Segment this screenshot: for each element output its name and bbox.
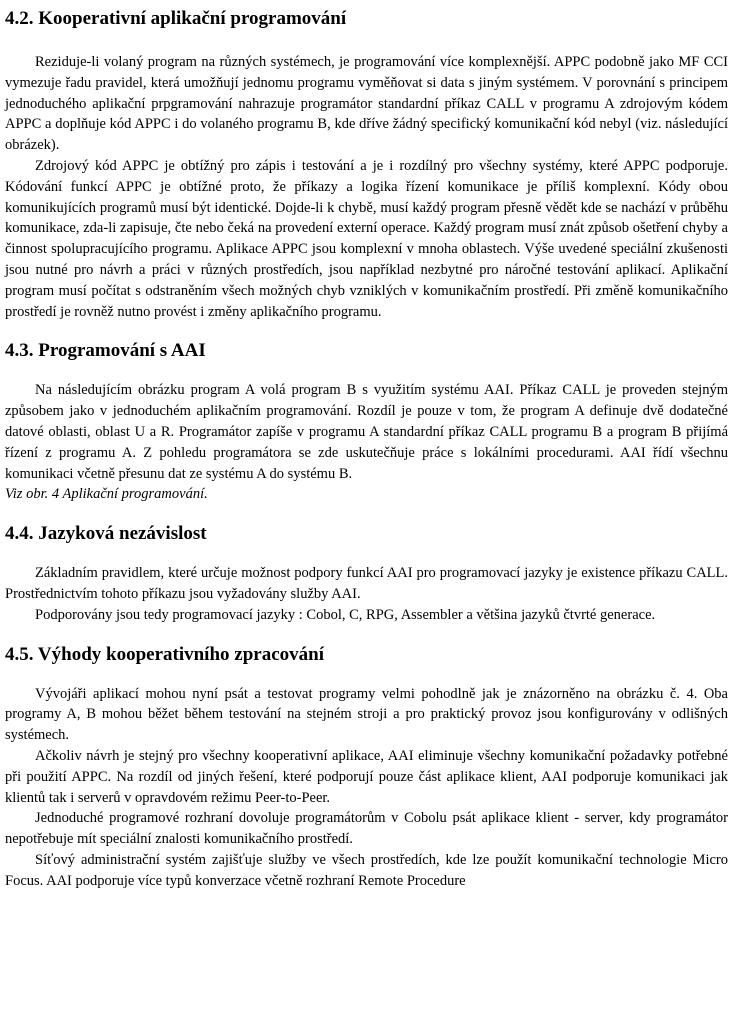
section-heading-4-3: 4.3. Programování s AAI [5,340,206,362]
figure-reference: Viz obr. 4 Aplikační programování. [5,486,208,503]
paragraph: Síťový administrační systém zajišťuje služby ve všech prostředích, kde lze použít komunikační technologie Micro Focus. AAI podporuje více typů konverzace včetně rozhraní Remote Procedure [5,851,728,889]
paragraph: Zdrojový kód APPC je obtížný pro zápis i testování a je i rozdílný pro všechny systémy, které APPC podporuje. Kódování funkcí APPC je obtížné proto, že příkazy a logika řízení komunikace je příliš komplexní. Kódy obou komunikujících programů musí být identické. Dojde-li k chybě, musí každý program přesně vědět kde se nachází v průběhu komunikace, zda-li zapisuje, čte nebo čeká na provedení externí operace. Každý program musí znát způsob ošetření chyby a činnost spolupracujícího programu. Aplikace APPC jsou komplexní v mnoha oblastech. Výše uvedené speciální zkušenosti jsou nutné pro návrh a práci v různých prostředích, jsou například nezbytné pro náročné testování aplikací. Aplikační program musí počítat s odstraněním všech možných chyb vzniklých v komunikačním prostředí. Při změně komunikačního prostředí je rovněž nutno provést i změny aplikačního programu. [5,157,728,320]
paragraph: Reziduje-li volaný program na různých systémech, je programování více komplexnější. APPC podobně jako MF CCI vymezuje řadu pravidel, která umožňují jednomu programu vyměňovat si data s jiným systémem. V porovnání s principem jednoduchého aplikační prpgramování nahrazuje programátor standardní příkaz CALL v programu A zdrojovým kódem APPC a doplňuje kód APPC i do volaného programu B, kde dříve žádný specifický komunikační kód nebyl (viz. následující obrázek). [5,54,728,154]
paragraph: Na následujícím obrázku program A volá program B s využitím systému AAI. Příkaz CALL je proveden stejným způsobem jako v jednoduchém aplikačním programování. Rozdíl je pouze v tom, že program A definuje dvě dodatečné datové oblasti, oblast U a R. Programátor zapíše v programu A standardní příkaz CALL programu B a program B přijímá řízení z programu A. Z pohledu programátora se zde uskutečňuje práce s lokálními procedurami. AAI řídí všechnu komunikaci včetně přesunu dat ze systému A do systému B. [5,382,728,482]
section-heading-4-4: 4.4. Jazyková nezávislost [5,523,207,545]
paragraph: Jednoduché programové rozhraní dovoluje programátorům v Cobolu psát aplikace klient - server, kdy programátor nepotřebuje mít speciální znalosti komunikačního prostředí. [5,810,728,848]
paragraph: Ačkoliv návrh je stejný pro všechny kooperativní aplikace, AAI eliminuje všechny komunikační požadavky potřebné při použití APPC. Na rozdíl od jiných řešení, které podporují pouze část aplikace klient, AAI podporuje komunikaci jak klientů tak i serverů v opravdovém režimu Peer-to-Peer. [5,747,728,806]
paragraph: Vývojáři aplikací mohou nyní psát a testovat programy velmi pohodlně jak je znázorněno na obrázku č. 4. Oba programy A, B mohou běžet během testování na stejném stroji a pro praktický provoz jsou konfigurovány v odlišných systémech. [5,685,728,744]
section-heading-4-2: 4.2. Kooperativní aplikační programování [5,8,347,29]
paragraph: Základním pravidlem, které určuje možnost podpory funkcí AAI pro programovací jazyky je existence příkazu CALL. Prostřednictvím tohoto příkazu jsou vyžadovány služby AAI. [5,565,728,602]
section-heading-4-5: 4.5. Výhody kooperativního zpracování [5,643,324,665]
paragraph: Podporovány jsou tedy programovací jazyky : Cobol, C, RPG, Assembler a většina jazyků čtvrté generace. [35,606,656,623]
